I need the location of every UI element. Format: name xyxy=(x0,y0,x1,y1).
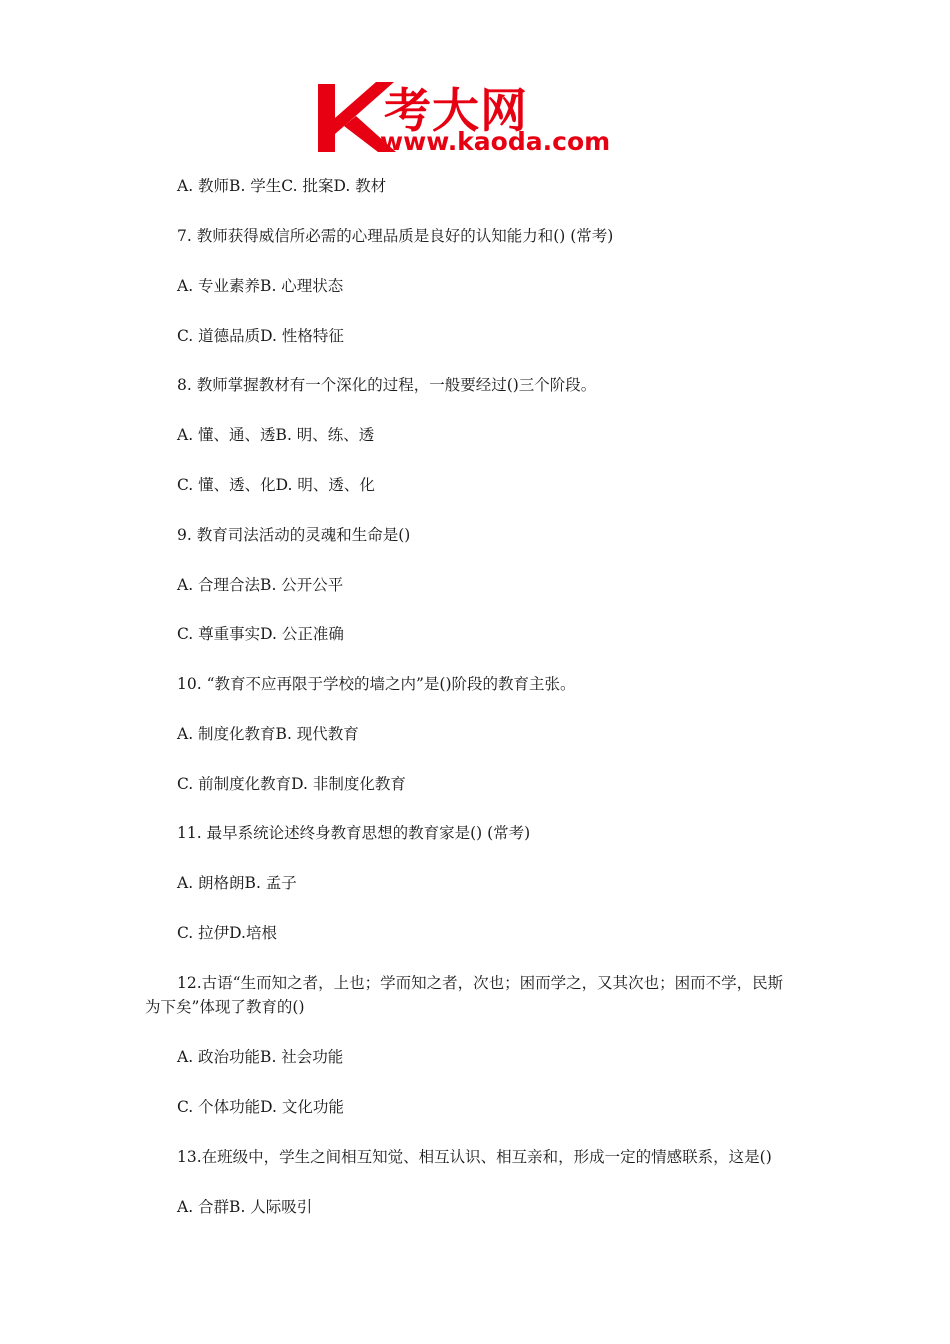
q13-question: 13.在班级中，学生之间相互知觉、相互认识、相互亲和，形成一定的情感联系，这是() xyxy=(177,1148,772,1166)
logo-brand-text: 考大网 xyxy=(384,84,528,139)
q12-question xyxy=(145,971,815,1019)
kaoda-logo xyxy=(318,80,640,160)
q12-question-line1: 12.古语“生而知之者，上也；学而知之者，次也；困而学之，又其次也；困而不学，民斯 xyxy=(177,974,784,992)
q7-options-ab: A. 专业素养B. 心理状态 xyxy=(177,277,344,295)
q7-options-cd: C. 道德品质D. 性格特征 xyxy=(177,327,344,345)
q12-options-cd: C. 个体功能D. 文化功能 xyxy=(177,1098,344,1116)
q7-question: 7. 教师获得威信所必需的心理品质是良好的认知能力和() (常考) xyxy=(177,227,614,245)
q11-question: 11. 最早系统论述终身教育思想的教育家是() (常考) xyxy=(177,824,531,842)
q10-question: 10. “教育不应再限于学校的墙之内”是()阶段的教育主张。 xyxy=(177,675,576,693)
q11-options-ab: A. 朗格朗B. 孟子 xyxy=(177,874,297,892)
q10-options-cd: C. 前制度化教育D. 非制度化教育 xyxy=(177,775,406,793)
q9-options-cd: C. 尊重事实D. 公正准确 xyxy=(177,625,344,643)
q9-question: 9. 教育司法活动的灵魂和生命是() xyxy=(177,526,411,544)
q12-question-line2: 为下矣”体现了教育的() xyxy=(145,998,305,1016)
q8-question: 8. 教师掌握教材有一个深化的过程，一般要经过()三个阶段。 xyxy=(177,376,597,394)
logo-url-text: www.kaoda.com xyxy=(380,127,611,156)
q13-options-ab: A. 合群B. 人际吸引 xyxy=(177,1198,313,1216)
q8-options-ab: A. 懂、通、透B. 明、练、透 xyxy=(177,426,375,444)
q8-options-cd: C. 懂、透、化D. 明、透、化 xyxy=(177,476,375,494)
q9-options-ab: A. 合理合法B. 公开公平 xyxy=(177,576,344,594)
q11-options-cd: C. 拉伊D.培根 xyxy=(177,924,277,942)
q12-options-ab: A. 政治功能B. 社会功能 xyxy=(177,1048,344,1066)
q6-options-line: A. 教师B. 学生C. 批案D. 教材 xyxy=(177,177,387,195)
q10-options-ab: A. 制度化教育B. 现代教育 xyxy=(177,725,359,743)
